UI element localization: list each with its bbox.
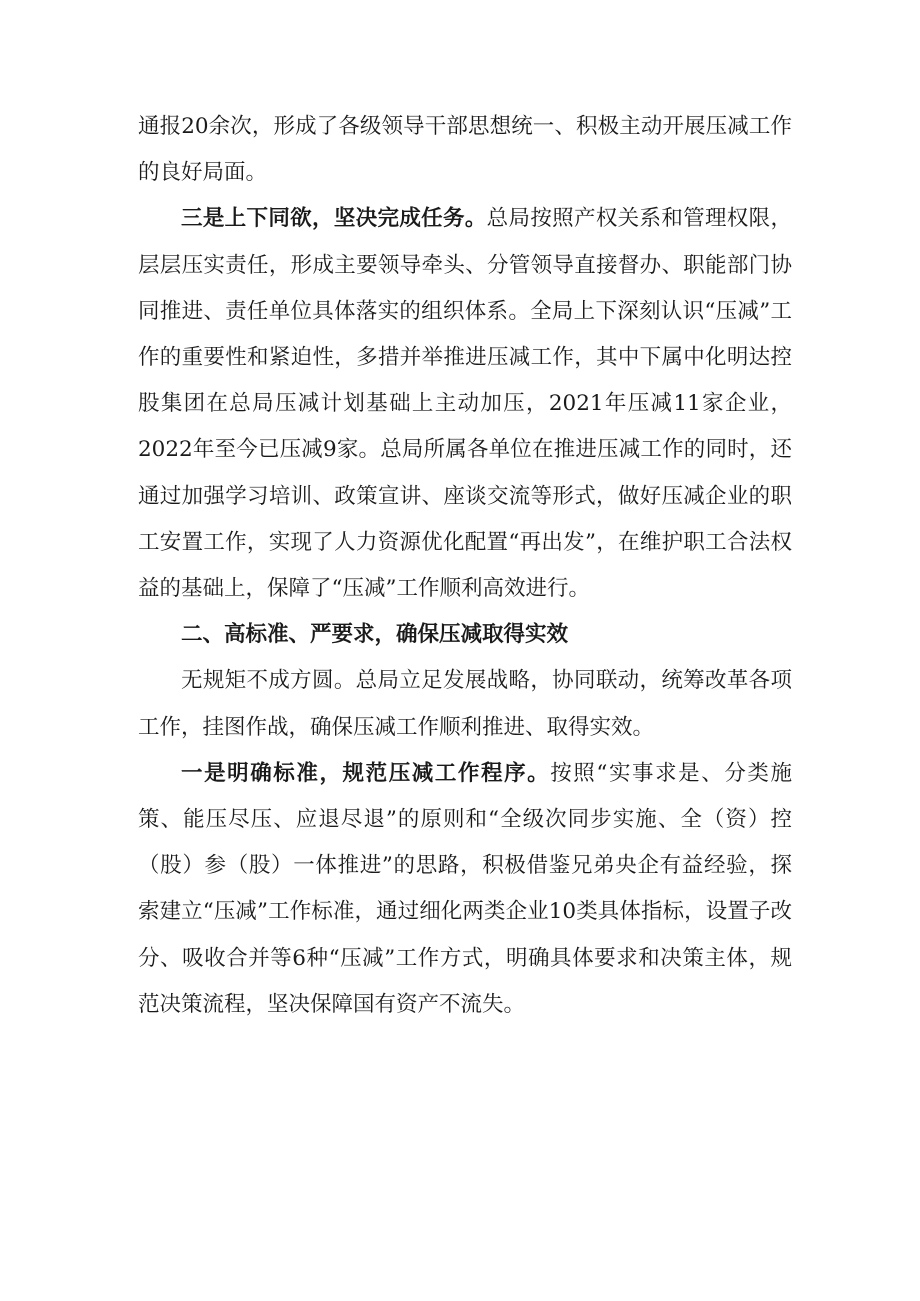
paragraph-body-unity: 总局按照产权关系和管理权限，层层压实责任，形成主要领导牵头、分管领导直接督办、职能部门协同推进、责任单位具体落实的组织体系。全局上下深刻认识“压减”工作的重要性和紧迫性，多措并举推进压减工作，其中下属中化明达控股集团在总局压减计划基础上主动加压，2021年压减11家企业，2022年至今已压减9家。总局所属各单位在推进压减工作的同时，还通过加强学习培训、政策宣讲、座谈交流等形式，做好压减企业的职工安置工作，实现了人力资源优化配置“再出发”，在维护职工合法权益的基础上，保障了“压减”工作顺利高效进行。 [138,206,792,602]
section-heading-2: 二、高标准、严要求，确保压减取得实效 [181,622,569,648]
document-body [138,104,792,1028]
paragraph-standards [138,751,792,1028]
paragraph-lead-unity: 三是上下同欲，坚决完成任务。 [181,206,487,232]
paragraph-body-standards: 按照“实事求是、分类施策、能压尽压、应退尽退”的原则和“全级次同步实施、全（资）控（股）参（股）一体推进”的思路，积极借鉴兄弟央企有益经验，探索建立“压减”工作标准，通过细化两类企业10类具体指标，设置子改分、吸收合并等6种“压减”工作方式，明确具体要求和决策主体，规范决策流程，坚决保障国有资产不流失。 [138,760,792,1017]
paragraph-continued: 通报20余次，形成了各级领导干部思想统一、积极主动开展压减工作的良好局面。 [138,114,792,186]
paragraph-unity [138,196,792,612]
paragraph-rules: 无规矩不成方圆。总局立足发展战略，协同联动，统筹改革各项工作，挂图作战，确保压减工作顺利推进、取得实效。 [138,668,792,740]
paragraph-lead-standards: 一是明确标准，规范压减工作程序。 [181,760,551,786]
